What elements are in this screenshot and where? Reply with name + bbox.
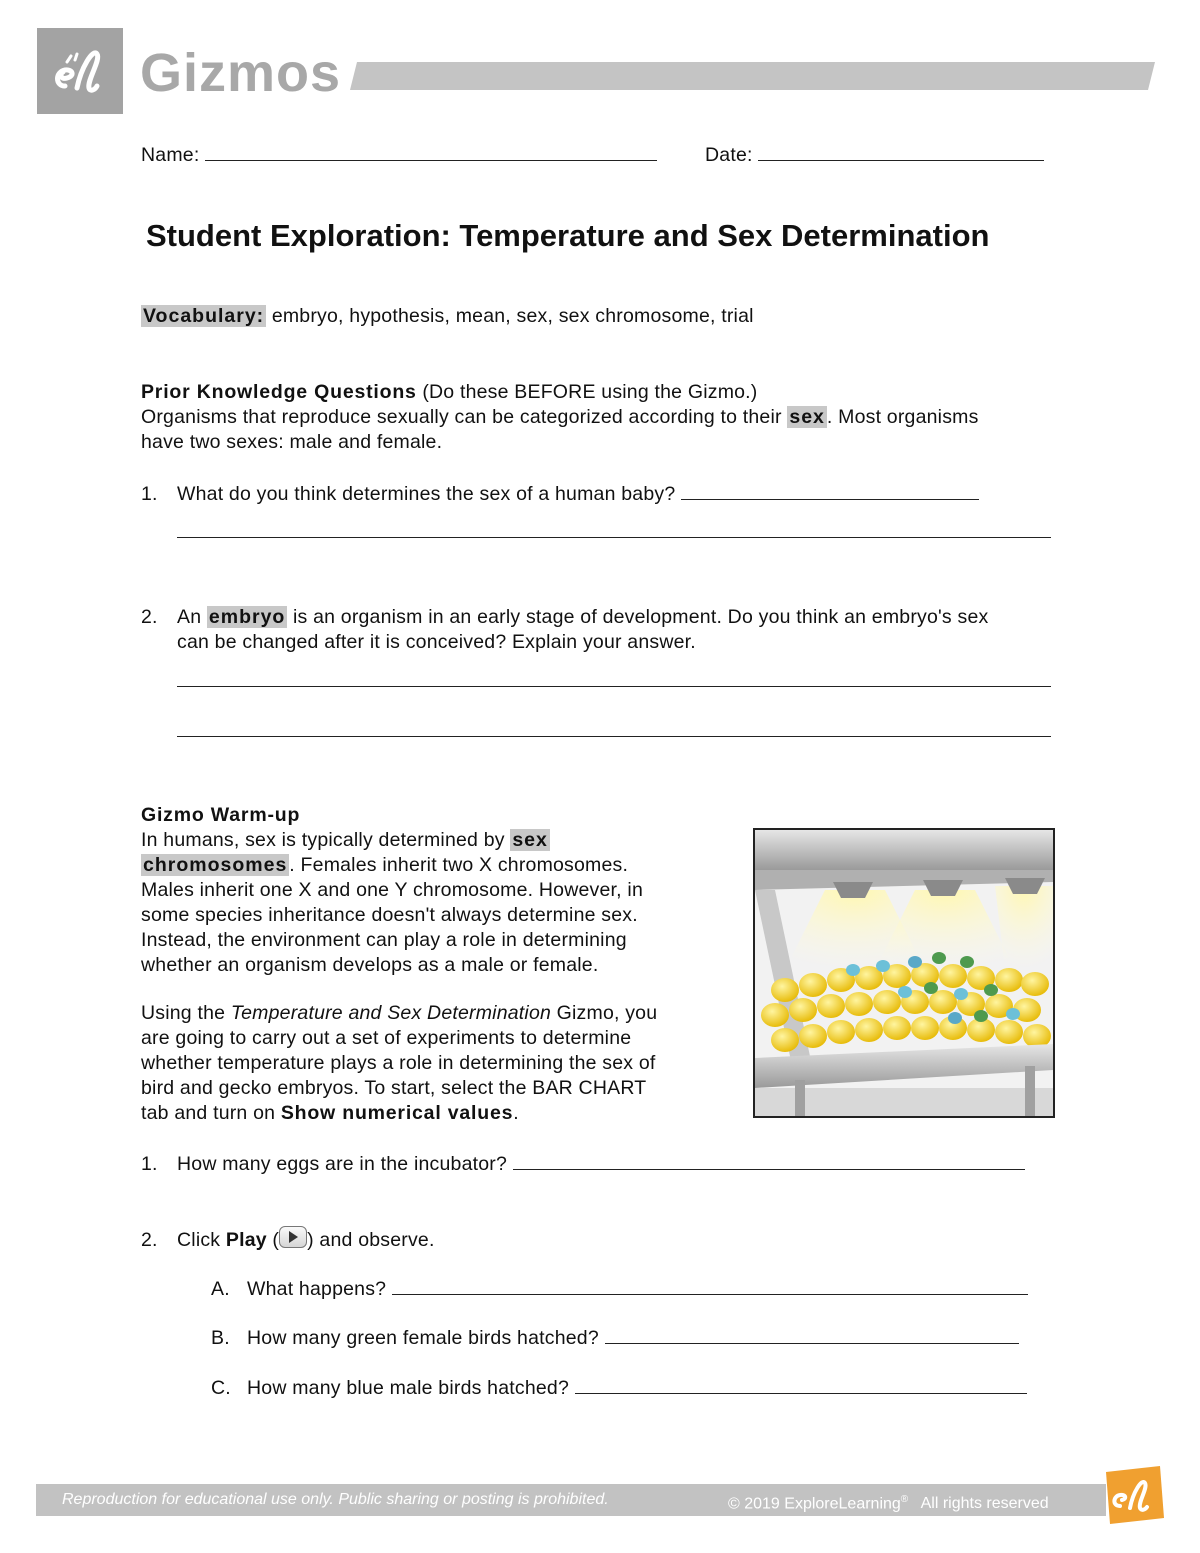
term-sex: sex: [789, 406, 825, 428]
warmup-line: bird and gecko embryos. To start, select the BAR CHART: [141, 1077, 647, 1099]
warmup-line: Males inherit one X and one Y chromosome. However, in: [141, 879, 643, 901]
term-embryo: embryo: [208, 606, 286, 628]
answer-blank[interactable]: [392, 1276, 1028, 1295]
answer-line[interactable]: [177, 736, 1051, 737]
warmup-line: [141, 853, 628, 878]
el-badge-icon: [1100, 1462, 1166, 1528]
question-number: 1.: [141, 1153, 158, 1175]
warmup-question-2: [141, 1226, 435, 1253]
answer-blank[interactable]: [681, 481, 979, 500]
warmup-text: . Females inherit two X chromosomes.: [289, 854, 629, 876]
answer-blank[interactable]: [605, 1325, 1019, 1344]
footer-notice: Reproduction for educational use only. Public sharing or posting is prohibited.: [62, 1491, 609, 1508]
question-text-cont: ) and observe.: [307, 1229, 435, 1251]
warmup-heading: Gizmo Warm-up: [141, 804, 301, 826]
warmup-text: Using the: [141, 1002, 226, 1024]
warmup-text: In humans, sex is typically determined by: [141, 829, 505, 851]
question-text: How many eggs are in the incubator?: [177, 1153, 508, 1175]
sub-letter: C.: [211, 1377, 231, 1399]
registered-mark: ®: [900, 1494, 909, 1505]
page-title: Student Exploration: Temperature and Sex Determination: [146, 218, 990, 253]
date-field[interactable]: [705, 142, 1044, 168]
date-label: Date:: [705, 144, 753, 166]
footer-copyright: [728, 1489, 1049, 1515]
play-label: Play: [225, 1229, 267, 1251]
play-icon[interactable]: [279, 1226, 307, 1248]
name-field[interactable]: [141, 142, 657, 168]
explorelearning-logo-icon: [1100, 1462, 1166, 1528]
sub-text: How many green female birds hatched?: [247, 1327, 599, 1349]
term-chromosomes: chromosomes: [143, 854, 288, 876]
warmup-line: [141, 1001, 657, 1026]
gizmos-logo: [37, 28, 123, 114]
answer-blank[interactable]: [513, 1151, 1025, 1170]
warmup-text: .: [513, 1102, 519, 1124]
term-sex-chromosomes: sex: [512, 829, 548, 851]
question-text: An: [177, 606, 202, 628]
question-number: 2.: [141, 1229, 158, 1251]
subquestion-b: [211, 1325, 1019, 1351]
question-number: 2.: [141, 606, 158, 628]
prior-question-2: [141, 605, 988, 630]
prior-heading: Prior Knowledge Questions: [141, 381, 417, 403]
answer-line[interactable]: [177, 537, 1051, 538]
warmup-line: whether temperature plays a role in determining the sex of: [141, 1052, 656, 1074]
warmup-line: whether an organism develops as a male or female.: [141, 954, 599, 976]
copyright-text: © 2019 ExploreLearning: [728, 1495, 901, 1513]
incubator-illustration: [755, 830, 1053, 1116]
show-numerical-values: Show numerical values: [280, 1102, 514, 1124]
vocabulary-label: Vocabulary:: [143, 305, 265, 327]
warmup-text: tab and turn on: [141, 1102, 276, 1124]
name-label: Name:: [141, 144, 200, 166]
prior-question-1: [141, 481, 979, 507]
answer-line[interactable]: [177, 686, 1051, 687]
vocabulary-terms: embryo, hypothesis, mean, sex, sex chromosome, trial: [271, 305, 754, 327]
sub-letter: A.: [211, 1278, 230, 1300]
question-number: 1.: [141, 483, 158, 505]
prior-heading-line: [141, 380, 758, 405]
answer-blank[interactable]: [575, 1375, 1027, 1394]
gizmo-name: Temperature and Sex Determination: [230, 1002, 552, 1024]
sub-text: What happens?: [247, 1278, 387, 1300]
question-text-cont: is an organism in an early stage of development. Do you think an embryo's sex: [292, 606, 989, 628]
sub-text: How many blue male birds hatched?: [247, 1377, 570, 1399]
question-text: Click: [177, 1229, 221, 1251]
incubator-image: [753, 828, 1055, 1118]
prior-note: (Do these BEFORE using the Gizmo.): [422, 381, 758, 403]
warmup-line: Instead, the environment can play a role in determining: [141, 929, 627, 951]
subquestion-a: [211, 1276, 1028, 1302]
warmup-line: are going to carry out a set of experiments to determine: [141, 1027, 632, 1049]
warmup-question-1: [141, 1151, 1025, 1177]
question-text: What do you think determines the sex of a human baby?: [177, 483, 676, 505]
vocabulary-line: [141, 304, 754, 329]
prior-intro-text-end: . Most organisms: [826, 406, 979, 428]
sub-letter: B.: [211, 1327, 230, 1349]
prior-intro-line2: have two sexes: male and female.: [141, 431, 443, 453]
rights-text: All rights reserved: [920, 1495, 1049, 1513]
warmup-line: [141, 1101, 519, 1126]
brand-name: Gizmos: [140, 43, 342, 103]
name-blank[interactable]: [205, 142, 657, 161]
date-blank[interactable]: [758, 142, 1044, 161]
warmup-line: [141, 828, 550, 853]
prior-intro-text: Organisms that reproduce sexually can be categorized according to their: [141, 406, 782, 428]
paren: (: [272, 1229, 280, 1251]
header-bar: [350, 62, 1155, 90]
warmup-text: Gizmo, you: [556, 1002, 658, 1024]
warmup-line: some species inheritance doesn't always determine sex.: [141, 904, 638, 926]
prior-intro-line1: [141, 405, 979, 430]
prior-question-2-line2: can be changed after it is conceived? Explain your answer.: [177, 631, 696, 653]
subquestion-c: [211, 1375, 1027, 1401]
el-logo-icon: [37, 28, 123, 114]
